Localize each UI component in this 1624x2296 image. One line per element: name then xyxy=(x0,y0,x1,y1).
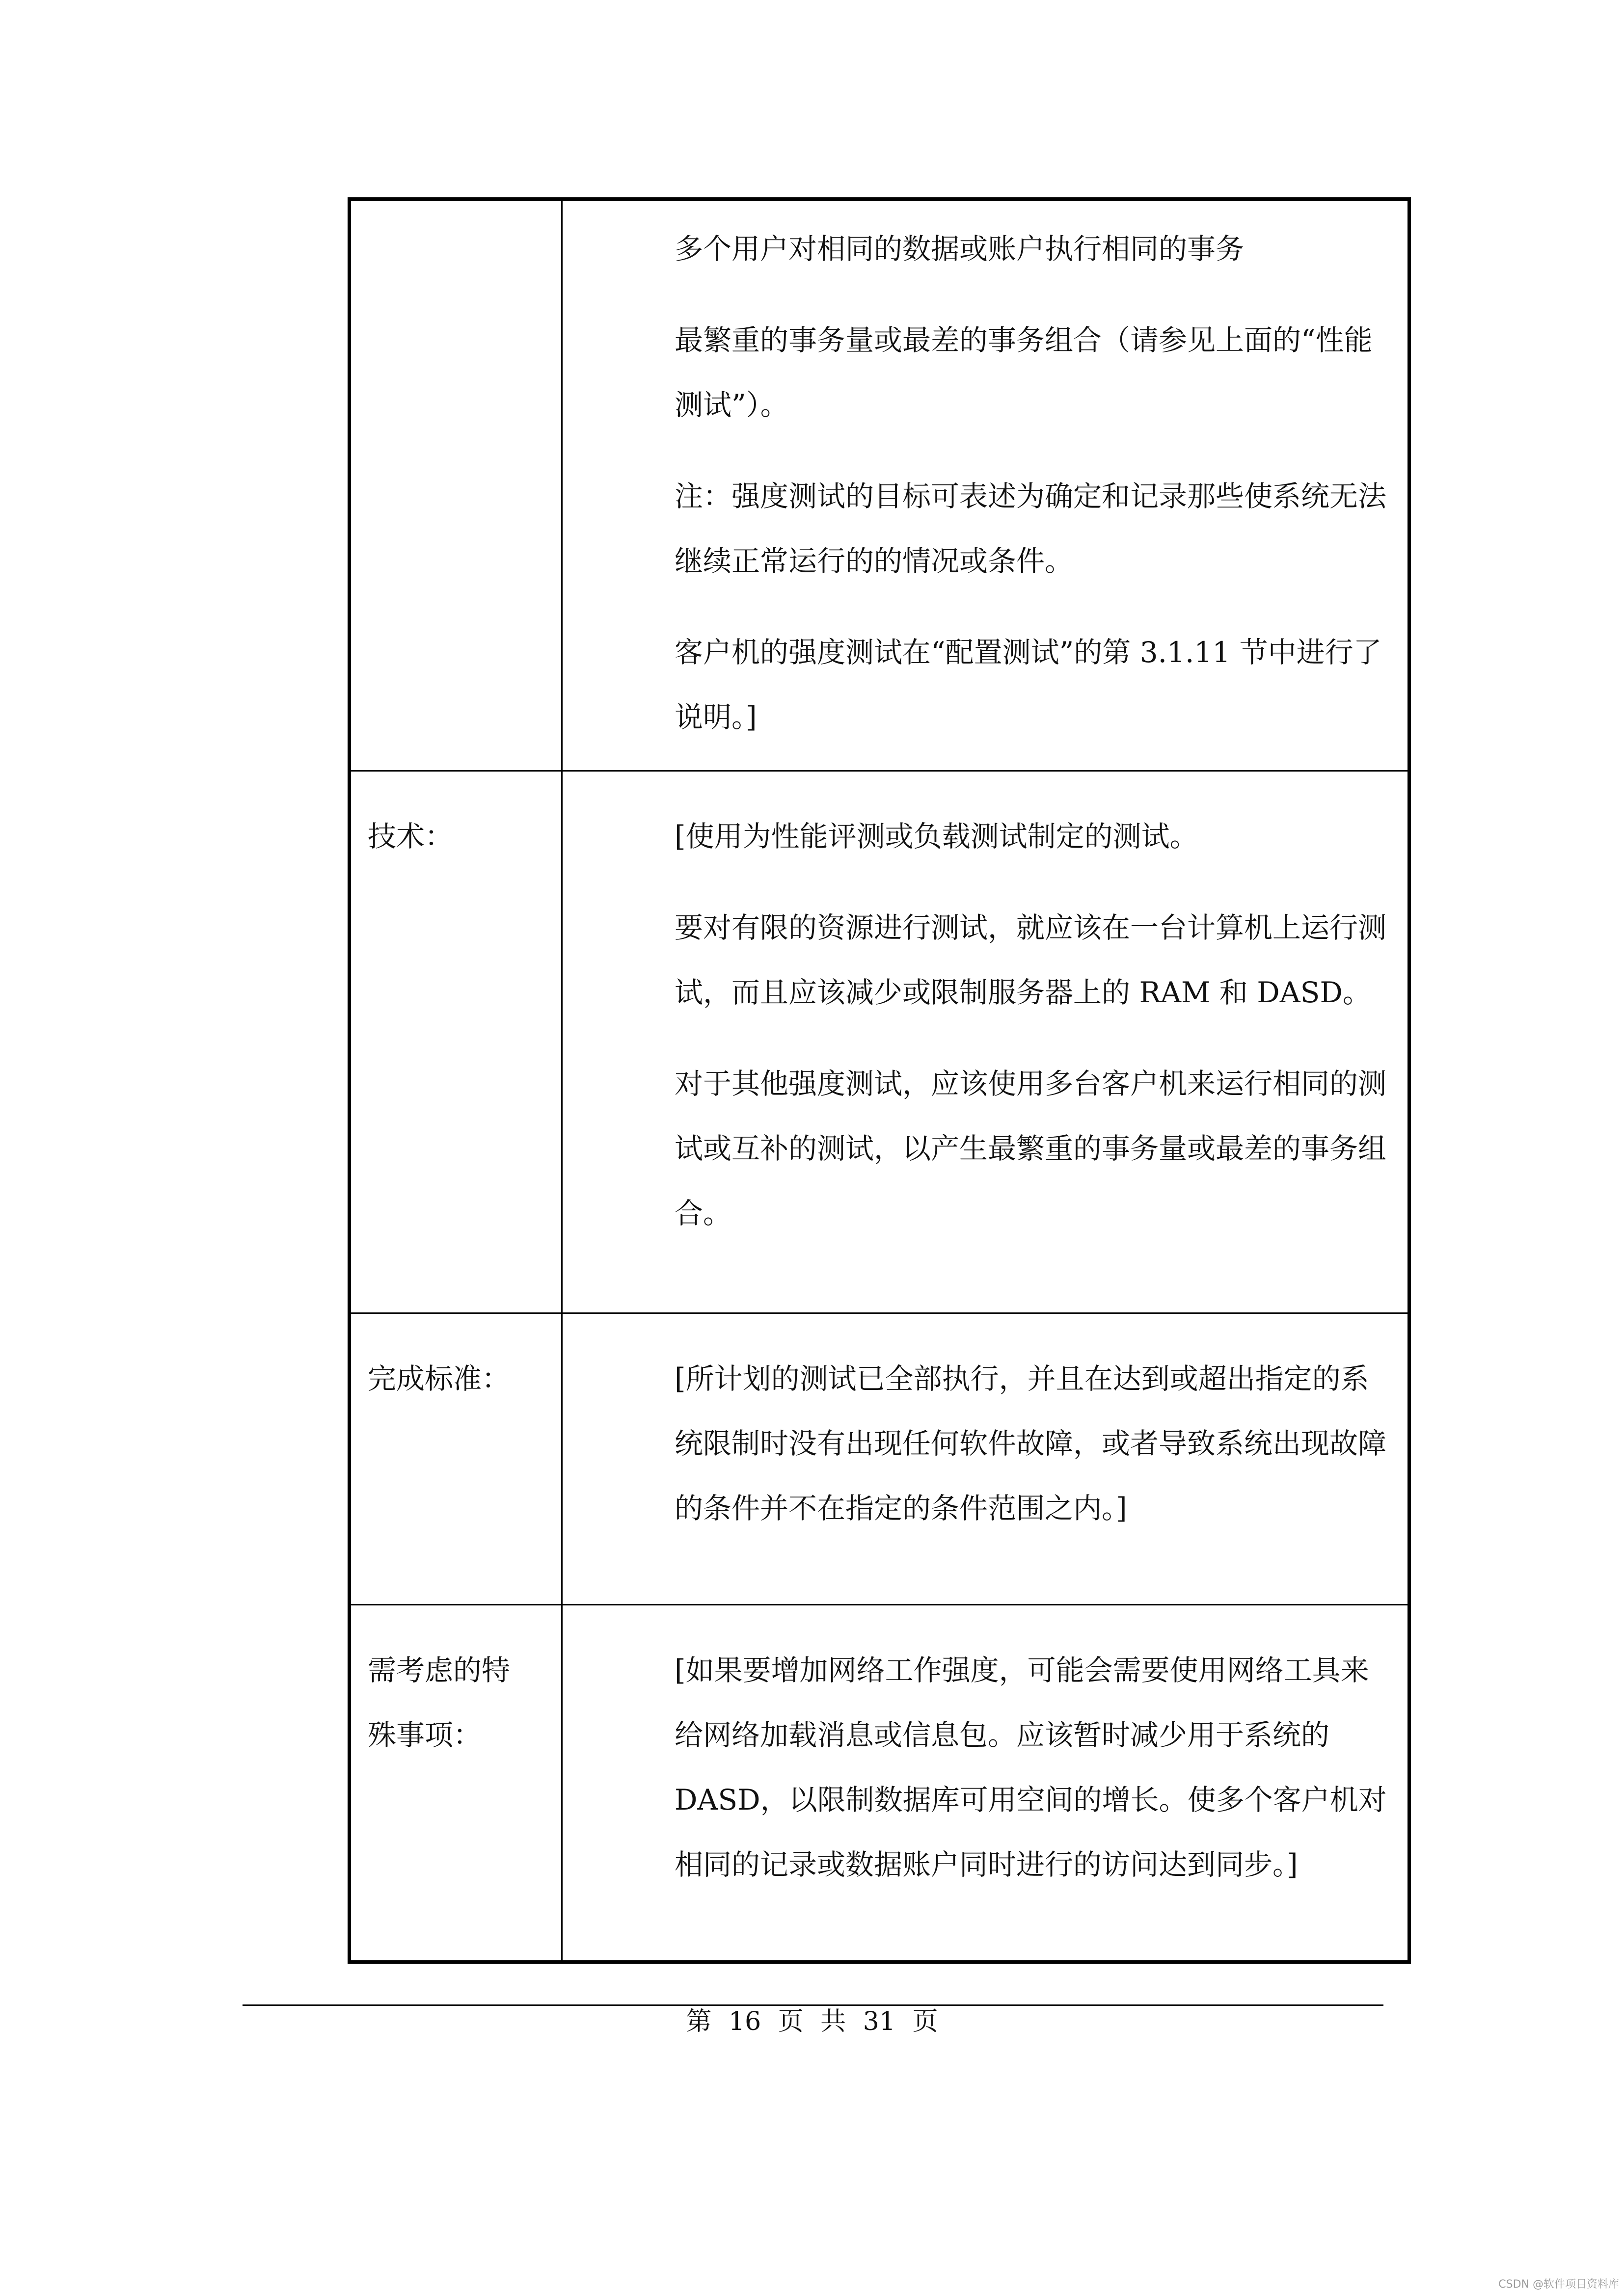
paragraph: [使用为性能评测或负载测试制定的测试。 xyxy=(675,820,1198,853)
paragraph: 要对有限的资源进行测试，就应该在一台计算机上运行测试，而且应该减少或限制服务器上的 RAM 和 DASD。 xyxy=(675,911,1387,1009)
row-content-cell xyxy=(562,1313,1409,1605)
row-label-cell xyxy=(350,199,562,771)
table-row xyxy=(350,199,1409,771)
row-label xyxy=(351,201,561,233)
table-row xyxy=(350,1605,1409,1962)
content-table xyxy=(348,197,1411,1964)
paragraph: 多个用户对相同的数据或账户执行相同的事务 xyxy=(675,232,1245,266)
row-label-cell xyxy=(350,1605,562,1962)
paragraph: 最繁重的事务量或最差的事务组合（请参见上面的“性能测试”）。 xyxy=(675,323,1373,422)
paragraph: [如果要增加网络工作强度，可能会需要使用网络工具来给网络加载消息或信息包。应该暂时减少用于系统的 DASD，以限制数据库可用空间的增长。使多个客户机对相同的记录或数据账户同时进行的访问达到同步。] xyxy=(675,1654,1387,1881)
paragraph: 客户机的强度测试在“配置测试”的第 3.1.11 节中进行了说明。] xyxy=(675,636,1382,734)
paragraph: 注：强度测试的目标可表述为确定和记录那些使系统无法继续正常运行的的情况或条件。 xyxy=(675,480,1387,578)
watermark: CSDN @软件项目资料库 xyxy=(1498,2278,1619,2291)
row-label-cell xyxy=(350,1313,562,1605)
row-label-completion-criteria: 完成标准： xyxy=(368,1362,511,1395)
table-row xyxy=(350,1313,1409,1605)
paragraph: 对于其他强度测试，应该使用多台客户机来运行相同的测试或互补的测试，以产生最繁重的事务量或最差的事务组合。 xyxy=(675,1067,1387,1230)
row-label-special-considerations: 需考虑的特 殊事项： xyxy=(368,1654,511,1752)
paragraph: [所计划的测试已全部执行，并且在达到或超出指定的系统限制时没有出现任何软件故障，或者导致系统出现故障的条件并不在指定的条件范围之内。] xyxy=(675,1362,1387,1525)
row-content-cell xyxy=(562,199,1409,771)
row-label-cell xyxy=(350,771,562,1313)
table-row xyxy=(350,771,1409,1313)
row-label-technique: 技术： xyxy=(368,820,454,853)
page-number: 第 16 页 共 31 页 xyxy=(686,2007,938,2036)
row-content-cell xyxy=(562,1605,1409,1962)
row-content-cell xyxy=(562,771,1409,1313)
